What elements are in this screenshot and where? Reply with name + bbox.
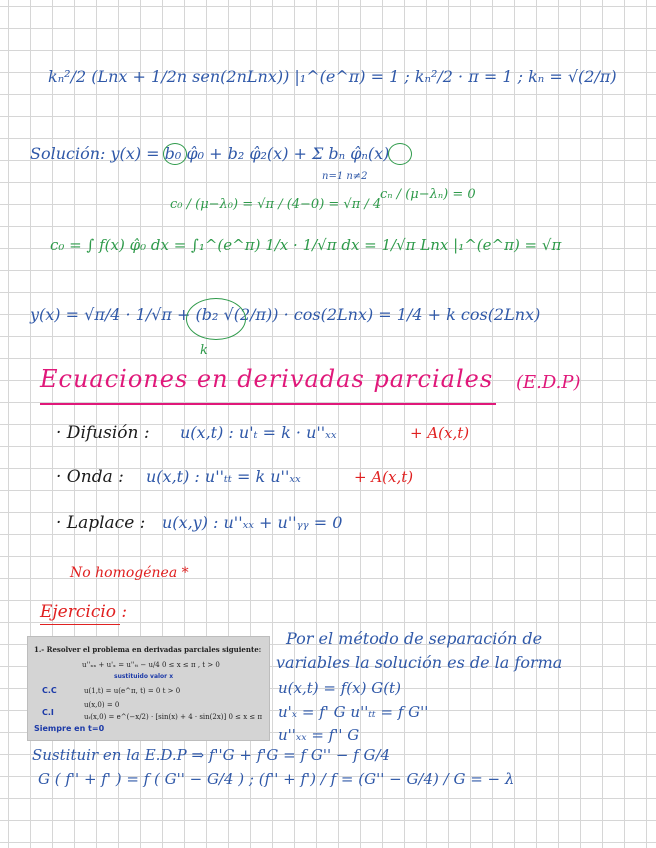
excerpt-label-ci: C.I — [42, 708, 54, 717]
circle-bn — [388, 143, 412, 165]
c0-coefficient-note: c₀ / (μ−λ₀) = √π / (4−0) = √π / 4 — [170, 197, 382, 212]
excerpt-initial-condition-1: u(x,0) = 0 — [84, 701, 120, 709]
laplace-equation: u(x,y) : u''ₓₓ + u''ᵧᵧ = 0 — [162, 513, 343, 532]
wave-source-term: + A(x,t) — [354, 468, 414, 486]
diffusion-label: · Difusión : — [56, 423, 150, 443]
normalization-equation: kₙ²/2 (Lnx + 1/2n sen(2nLnx)) |₁^(e^π) = 1 ; kₙ²/2 · π = 1 ; kₙ = √(2/π) — [48, 67, 617, 86]
section-title: Ecuaciones en derivadas parciales — [40, 365, 494, 393]
constant-k-label: k — [200, 343, 208, 358]
exercise-text-2: variables la solución es de la forma — [276, 653, 563, 672]
excerpt-note-substituted: sustituido valor x — [114, 673, 174, 680]
summation-limits: n=1 n≠2 — [322, 171, 368, 182]
excerpt-boundary-conditions: u(1,t) = u(e^π, t) = 0 t > 0 — [84, 687, 181, 695]
wave-label: · Onda : — [56, 467, 124, 487]
exercise-text-1: Por el método de separación de — [286, 629, 543, 648]
non-homogeneous-note: No homogénea * — [70, 565, 189, 581]
excerpt-note-always: Siempre en t=0 — [34, 724, 105, 733]
circle-b2-constant — [186, 298, 246, 340]
circle-b0 — [163, 143, 187, 165]
exercise-derivatives: u'ₓ = f' G u''ₜₜ = f G'' — [278, 703, 429, 721]
final-solution-equation: y(x) = √π/4 · 1/√π + (b₂ √(2/π)) · cos(2Lnx) = 1/4 + k cos(2Lnx) — [30, 305, 541, 324]
substitution-step-1: Sustituir en la E.D.P ⇒ f''G + f'G = f G'' − f G/4 — [32, 746, 391, 764]
substitution-step-2: G ( f'' + f' ) = f ( G'' − G/4 ) ; (f'' + f') / f = (G'' − G/4) / G = − λ — [38, 770, 515, 788]
c0-integral-equation: c₀ = ∫ f(x) φ̂₀ dx = ∫₁^(e^π) 1/x · 1/√π dx = 1/√π Lnx |₁^(e^π) = √π — [50, 236, 562, 254]
exercise-heading-underline — [40, 624, 120, 625]
wave-equation: u(x,t) : u''ₜₜ = k u''ₓₓ — [146, 467, 301, 486]
problem-excerpt-image — [27, 636, 270, 741]
excerpt-label-cc: C.C — [42, 686, 57, 695]
section-title-abbreviation: (E.D.P) — [516, 372, 581, 393]
diffusion-source-term: + A(x,t) — [410, 424, 470, 442]
laplace-label: · Laplace : — [56, 513, 146, 533]
title-underline — [40, 403, 496, 405]
excerpt-line-1: 1.- Resolver el problema en derivadas parciales siguiente: — [34, 645, 262, 654]
cn-coefficient-note: cₙ / (μ−λₙ) = 0 — [380, 187, 476, 202]
exercise-heading: Ejercicio : — [40, 602, 128, 622]
solution-equation: Solución: y(x) = b₀ φ̂₀ + b₂ φ̂₂(x) + Σ bₙ φ̂ₙ(x) — [30, 144, 390, 163]
excerpt-initial-condition-2: uₜ(x,0) = e^(−x/2) · [sin(x) + 4 · sin(2x)] 0 ≤ x ≤ π — [84, 713, 263, 721]
exercise-separation-form: u(x,t) = f(x) G(t) — [278, 679, 401, 697]
diffusion-equation: u(x,t) : u'ₜ = k · u''ₓₓ — [180, 423, 337, 442]
excerpt-pde: u''ₓₓ + u'ₓ = u''ₜₜ − u/4 0 ≤ x ≤ π , t > 0 — [82, 661, 220, 669]
exercise-second-derivative: u''ₓₓ = f'' G — [278, 726, 360, 744]
